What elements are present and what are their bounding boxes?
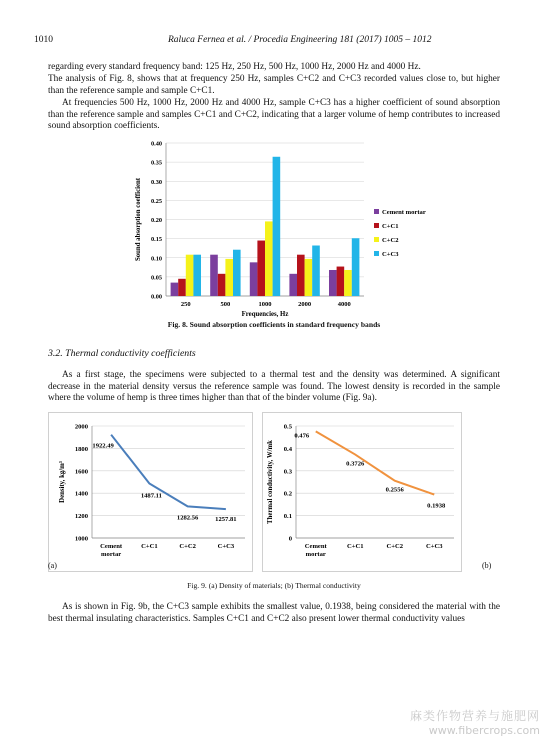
bar-c-c2 [305,259,313,296]
legend-swatch [374,223,379,228]
x-tick-label: 4000 [337,301,351,308]
y-tick-label: 0.3 [283,468,292,476]
y-tick-label: 0.25 [150,197,162,205]
data-label: 0.3726 [346,460,365,468]
figure-9-caption: Fig. 9. (a) Density of materials; (b) Thermal conductivity [187,581,361,590]
figure-8-sound-absorption-chart [128,136,428,322]
y-tick-label: 1800 [74,445,88,453]
x-tick-label: C+C1 [346,543,364,550]
legend-label: Cement mortar [382,209,426,216]
y-tick-label: 0.30 [150,178,162,186]
bar-cement-mortar [250,262,258,296]
data-label: 1257.81 [215,516,237,524]
bar-c-c3 [352,238,360,296]
data-label: 1282.56 [176,514,199,522]
y-tick-label: 0.1 [283,513,292,521]
y-tick-label: 1600 [74,468,88,476]
legend-swatch [374,237,379,242]
legend-label: C+C2 [382,237,399,244]
bar-cement-mortar [289,274,297,296]
y-tick-label: 1000 [74,535,88,543]
bar-c-c3 [312,246,320,296]
data-label: 1922.49 [92,442,114,450]
y-tick-label: 1200 [74,513,88,521]
figure-8-caption: Fig. 8. Sound absorption coefficients in standard frequency bands [167,320,381,329]
y-tick-label: 0.10 [150,255,162,263]
bar-c-c2 [225,259,233,296]
x-tick-label: C+C1 [141,543,158,550]
legend-swatch [374,209,379,214]
y-axis-label: Density, kg/m³ [59,461,66,503]
y-tick-label: 0.40 [150,140,162,148]
watermark-line-1: 麻类作物营养与施肥网 [409,709,540,723]
bar-cement-mortar [171,283,179,296]
x-tick-label: 500 [220,301,231,308]
paragraph-5: As is shown in Fig. 9b, the C+C3 sample exhibits the smallest value, 0.1938, being considered the material with the best thermal insulating characteristics. Samples C+C1 and C+C2 also present lower thermal conductivity values [48,602,500,624]
panel-label-a: (a) [48,561,57,570]
bar-c-c1 [297,255,305,296]
bar-c-c1 [178,279,186,296]
figure-9b-thermal-conductivity-chart [262,412,462,572]
bar-c-c2 [265,221,273,296]
paragraph-4: As a first stage, the specimens were subjected to a thermal test and the density was determined. A significant decrease in the material density versus the reference sample was found. The lowest density is recorded in the sample where the volume of hemp is three times higher than that of the binder volume (Fig. 9a). [48,370,500,404]
y-axis-label: Sound absorption coefficient [135,177,142,262]
y-tick-label: 0.5 [283,423,292,431]
x-tick-label: 2000 [298,301,312,308]
figure-9a-density-chart [48,412,253,572]
data-line [111,435,226,509]
bar-c-c3 [233,250,241,296]
watermark [410,707,540,737]
x-tick-label: Cement [100,543,123,550]
bar-c-c1 [218,274,226,296]
data-line [316,431,435,494]
data-label: 0.476 [294,432,310,440]
data-label: 0.1938 [427,502,446,510]
bar-c-c1 [257,241,265,296]
bar-c-c3 [273,157,281,296]
y-tick-label: 0.05 [150,274,162,282]
x-tick-label: C+C3 [425,543,443,550]
x-tick-label: mortar [305,551,326,558]
section-title: 3.2. Thermal conductivity coefficients [48,348,196,359]
x-tick-label: 250 [180,301,191,308]
legend-swatch [374,251,379,256]
watermark-line-2: www.fibercrops.com [428,724,540,737]
y-tick-label: 1400 [74,490,88,498]
x-tick-label: Cement [304,543,327,550]
legend-label: C+C3 [382,251,399,258]
y-axis-label: Thermal conductivity, W/mk [267,440,274,524]
y-tick-label: 2000 [74,423,88,431]
bar-c-c2 [186,255,194,296]
y-tick-label: 0 [288,535,292,543]
bar-c-c1 [337,267,345,296]
paragraph-1: regarding every standard frequency band: 125 Hz, 250 Hz, 500 Hz, 1000 Hz, 2000 Hz and 4000 Hz. [48,62,421,72]
x-tick-label: 1000 [258,301,272,308]
x-axis-label: Frequencies, Hz [241,311,289,318]
y-tick-label: 0.2 [283,490,292,498]
bar-cement-mortar [329,270,337,296]
running-citation: Raluca Fernea et al. / Procedia Engineering 181 (2017) 1005 – 1012 [168,35,432,45]
y-tick-label: 0.15 [150,236,162,244]
x-tick-label: C+C3 [217,543,235,550]
y-tick-label: 0.20 [150,217,162,224]
y-tick-label: 0.35 [150,159,162,167]
x-tick-label: mortar [101,551,122,558]
bar-c-c3 [193,255,201,296]
data-label: 0.2556 [385,486,404,494]
x-tick-label: C+C2 [179,543,196,550]
data-label: 1487.11 [140,492,162,500]
x-tick-label: C+C2 [386,543,404,550]
paragraph-2: The analysis of Fig. 8, shows that at frequency 250 Hz, samples C+C2 and C+C3 recorded values close to, but higher than the reference sample and sample C+C1. [48,74,500,96]
y-tick-label: 0.00 [150,293,162,301]
page-number: 1010 [34,35,53,45]
panel-label-b: (b) [482,561,492,570]
bar-c-c2 [344,270,352,296]
y-tick-label: 0.4 [283,445,292,453]
bar-cement-mortar [210,255,218,296]
legend-label: C+C1 [382,223,399,230]
paragraph-3: At frequencies 500 Hz, 1000 Hz, 2000 Hz and 4000 Hz, sample C+C3 has a higher coefficient of sound absorption than the reference sample and samples C+C1 and C+C2, indicating that a larger volume of hemp contributes to increased sound absorption coefficients. [48,98,500,132]
